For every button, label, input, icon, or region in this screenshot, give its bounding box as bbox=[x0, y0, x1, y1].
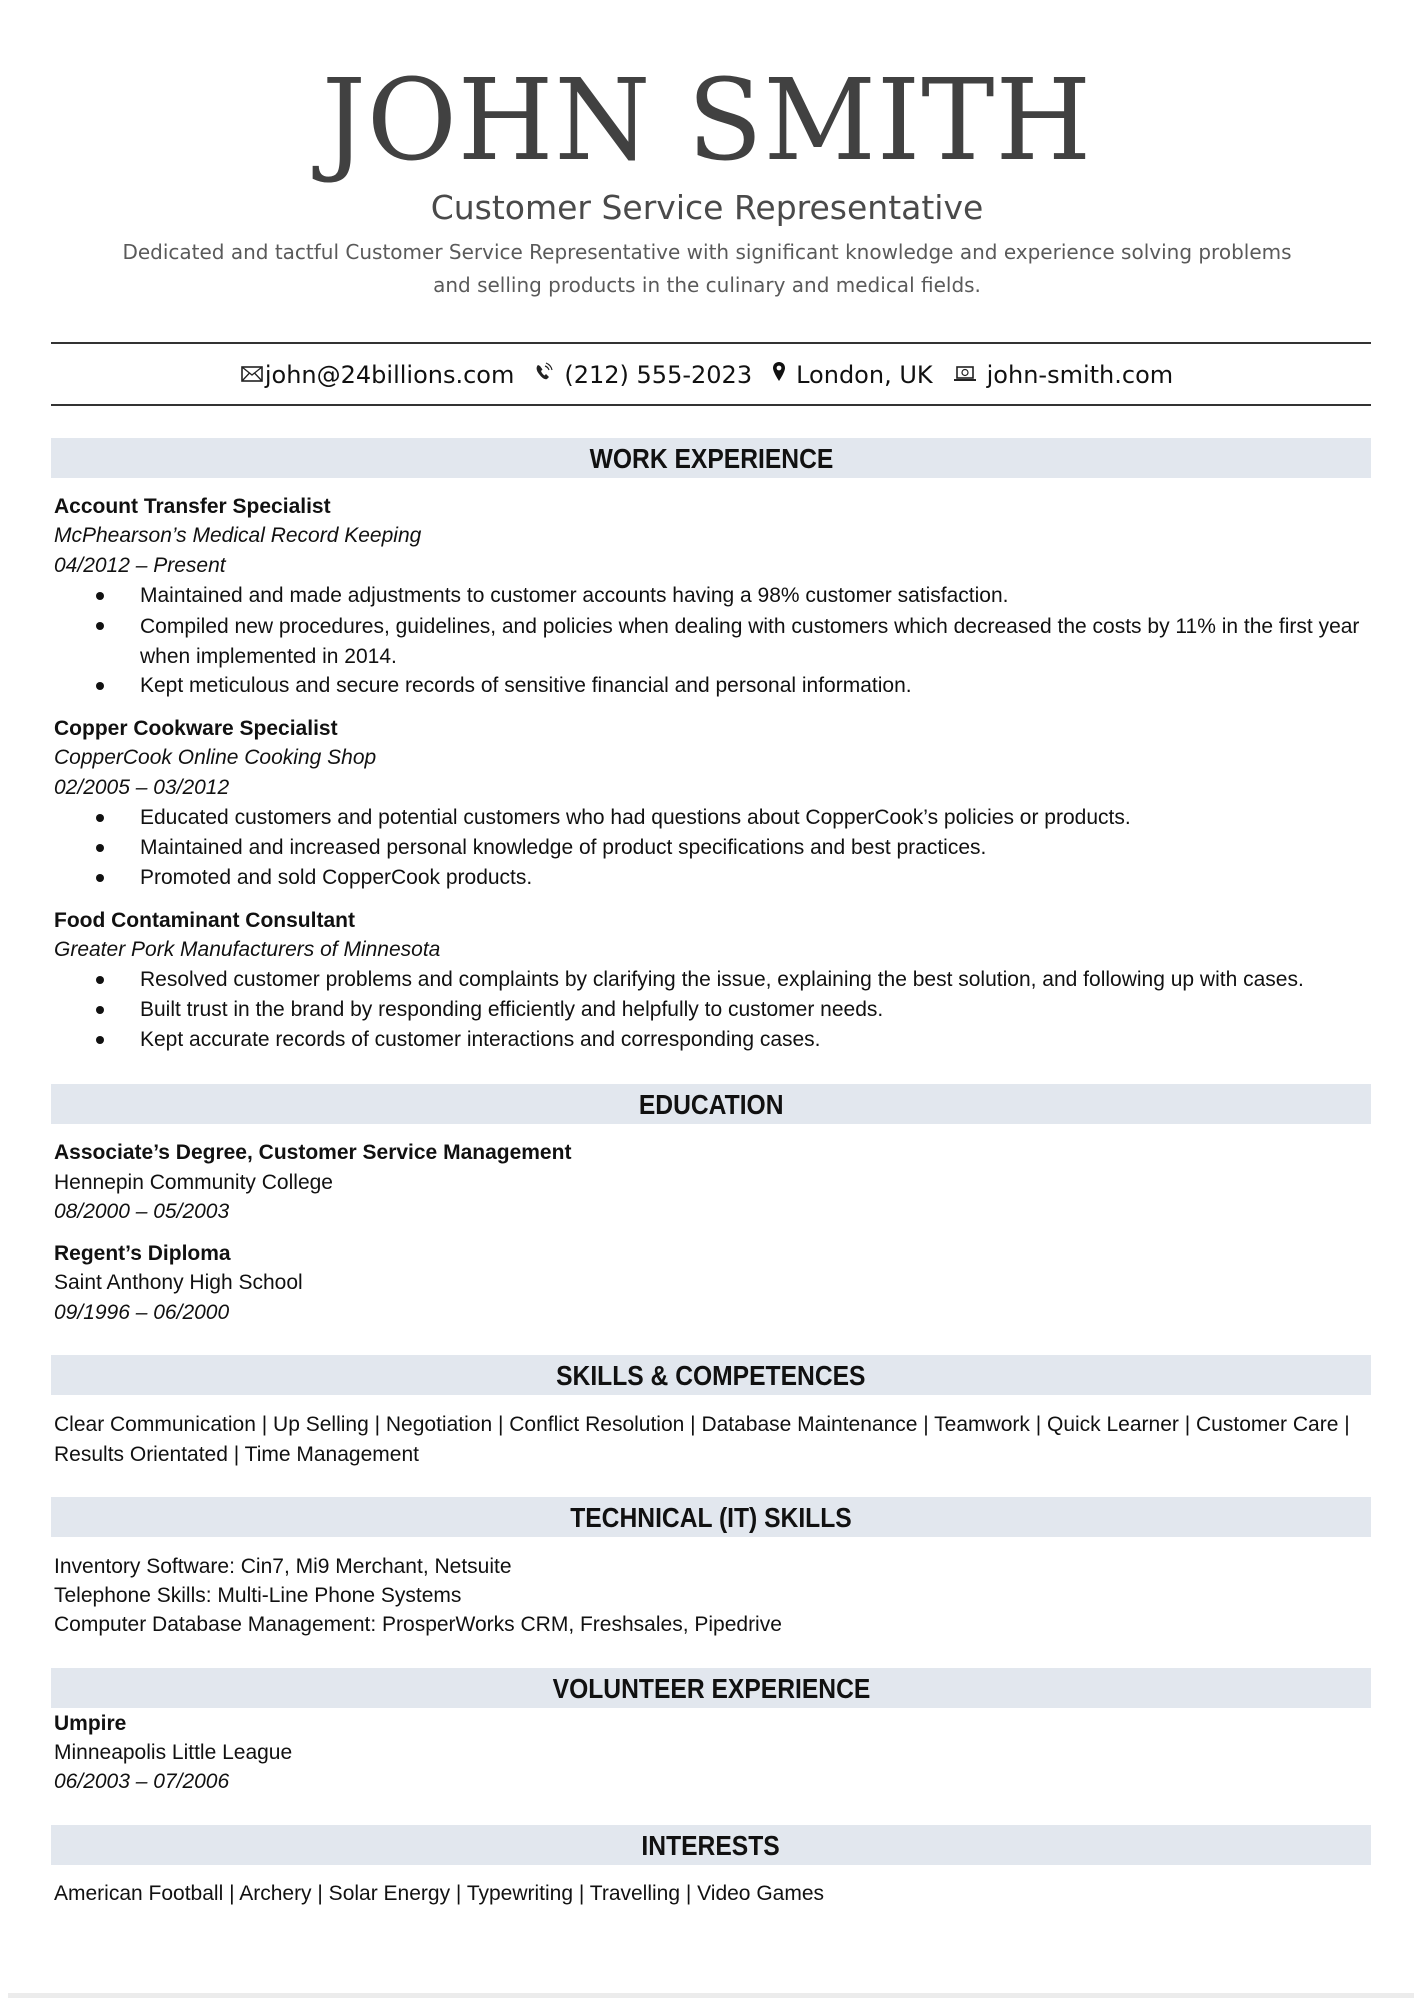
website-text: john-smith.com bbox=[986, 361, 1174, 389]
page-edge-shadow bbox=[8, 1993, 1414, 1998]
section-title: WORK EXPERIENCE bbox=[589, 443, 833, 474]
bullet-icon bbox=[96, 844, 104, 852]
section-header-work-experience bbox=[51, 438, 1371, 478]
job-company: CopperCook Online Cooking Shop bbox=[54, 746, 377, 769]
job-dates: 04/2012 – Present bbox=[54, 554, 226, 577]
education-dates: 09/1996 – 06/2000 bbox=[54, 1301, 230, 1324]
contact-location bbox=[772, 361, 933, 389]
bullet-icon bbox=[96, 1036, 104, 1044]
section-header-technical-skills bbox=[51, 1497, 1371, 1537]
profile-summary: Dedicated and tactful Customer Service Representative with significant knowledge and experience solving problems and selling products in the culinary and medical fields. bbox=[122, 240, 1292, 297]
technical-skill-line: Inventory Software: Cin7, Mi9 Merchant, Netsuite bbox=[54, 1555, 512, 1578]
job-title: Account Transfer Specialist bbox=[54, 495, 331, 518]
section-title: TECHNICAL (IT) SKILLS bbox=[570, 1502, 852, 1533]
interests-list: American Football | Archery | Solar Energy | Typewriting | Travelling | Video Games bbox=[54, 1882, 825, 1905]
laptop-icon bbox=[953, 361, 977, 389]
candidate-name: JOHN SMITH bbox=[321, 56, 1093, 186]
section-title: EDUCATION bbox=[638, 1089, 784, 1120]
volunteer-dates: 06/2003 – 07/2006 bbox=[54, 1770, 230, 1793]
map-pin-icon bbox=[772, 361, 786, 389]
bullet-icon bbox=[96, 592, 104, 600]
section-header-volunteer bbox=[51, 1668, 1371, 1708]
divider-bottom bbox=[51, 404, 1371, 406]
bullet-icon bbox=[96, 874, 104, 882]
job-title: Food Contaminant Consultant bbox=[54, 909, 355, 932]
section-title: VOLUNTEER EXPERIENCE bbox=[552, 1673, 870, 1704]
bullet-icon bbox=[96, 976, 104, 984]
skills-list: Clear Communication | Up Selling | Negotiation | Conflict Resolution | Database Maintenance | Teamwork | Quick Learner | Customer Care | Results Orientated | Time Management bbox=[54, 1413, 1350, 1466]
volunteer-role: Umpire bbox=[54, 1712, 127, 1735]
section-header-interests bbox=[51, 1825, 1371, 1865]
divider-top bbox=[51, 342, 1371, 344]
education-school: Hennepin Community College bbox=[54, 1171, 333, 1194]
bullet-icon bbox=[96, 814, 104, 822]
envelope-icon bbox=[241, 361, 263, 389]
location-text: London, UK bbox=[796, 361, 933, 389]
technical-skill-line: Computer Database Management: ProsperWorks CRM, Freshsales, Pipedrive bbox=[54, 1613, 782, 1636]
section-title: INTERESTS bbox=[641, 1830, 781, 1861]
education-school: Saint Anthony High School bbox=[54, 1271, 303, 1294]
job-dates: 02/2005 – 03/2012 bbox=[54, 776, 230, 799]
phone-icon bbox=[534, 361, 554, 389]
email-text: john@24billions.com bbox=[264, 361, 515, 389]
job-company: Greater Pork Manufacturers of Minnesota bbox=[54, 938, 441, 961]
bullet-icon bbox=[96, 1006, 104, 1014]
resume-page: JOHN SMITH Customer Service Representative Dedicated and tactful Customer Service Representative with significant knowledge and experience solving problems and selling products in the culinary and medical fields. john@24billions.com (212) 555-2023 London, UK john-smith.com WORK EXPERIENCE Account Transfer Specialist McPhearson’s Medical Record Keeping 04/2012 – Present Maintained and made adjustments to customer accounts having a 98% customer satisfaction. Compiled new procedures, guidelines, and policies when dealing with customers which decreased the costs by 11% in the first year when implemented in 2014. Kept meticulous and secure records of sensitive financial and personal information. Copper Cookware Specialist CopperCook Online Cooking Shop 02/2005 – 03/2012 Educated customers and potential customers who had questions about CopperCook’s policies or products. Maintained and increased personal knowledge of product specifications and best practices. Promoted and sold CopperCook products. Food Contaminant Consultant Greater Pork Manufacturers of Minnesota Resolved customer problems and complaints by clarifying the issue, explaining the best solution, and following up with cases. Built trust in the brand by responding efficiently and helpfully to customer needs. Kept accurate records of customer interactions and corresponding cases. EDUCATION Associate’s Degree, Customer Service Management Hennepin Community College 08/2000 – 05/2003 Regent’s Diploma Saint Anthony High School 09/1996 – 06/2000 SKILLS & COMPETENCES Clear Communication | Up Selling | Negotiation | Conflict Resolution | Database Maintenance | Teamwork | Quick Learner | Customer Care | Results Orientated | Time Management TECHNICAL (IT) SKILLS Inventory Software: Cin7, Mi9 Merchant, Netsuite Telephone Skills: Multi-Line Phone Systems Computer Database Management: ProsperWorks CRM, Freshsales, Pipedrive VOLUNTEER EXPERIENCE Umpire Minneapolis Little League 06/2003 – 07/2006 INTERESTS American Football | Archery | Solar Energy | Typewriting | Travelling | Video Games bbox=[0, 0, 1414, 1995]
section-header-education bbox=[51, 1084, 1371, 1124]
contact-bar bbox=[0, 353, 1414, 397]
education-degree: Associate’s Degree, Customer Service Management bbox=[54, 1141, 572, 1164]
section-title: SKILLS & COMPETENCES bbox=[556, 1360, 866, 1391]
phone-text: (212) 555-2023 bbox=[564, 361, 753, 389]
technical-skill-line: Telephone Skills: Multi-Line Phone Systems bbox=[54, 1584, 462, 1607]
job-title: Customer Service Representative bbox=[430, 188, 984, 227]
section-header-skills bbox=[51, 1355, 1371, 1395]
volunteer-organization: Minneapolis Little League bbox=[54, 1741, 293, 1764]
job-company: McPhearson’s Medical Record Keeping bbox=[54, 524, 422, 547]
contact-phone[interactable] bbox=[534, 361, 752, 389]
bullet-icon bbox=[96, 682, 104, 690]
education-dates: 08/2000 – 05/2003 bbox=[54, 1200, 230, 1223]
job-title: Copper Cookware Specialist bbox=[54, 717, 338, 740]
contact-email[interactable] bbox=[241, 361, 515, 389]
contact-website[interactable] bbox=[953, 361, 1174, 389]
education-degree: Regent’s Diploma bbox=[54, 1242, 231, 1265]
bullet-icon bbox=[96, 622, 104, 630]
